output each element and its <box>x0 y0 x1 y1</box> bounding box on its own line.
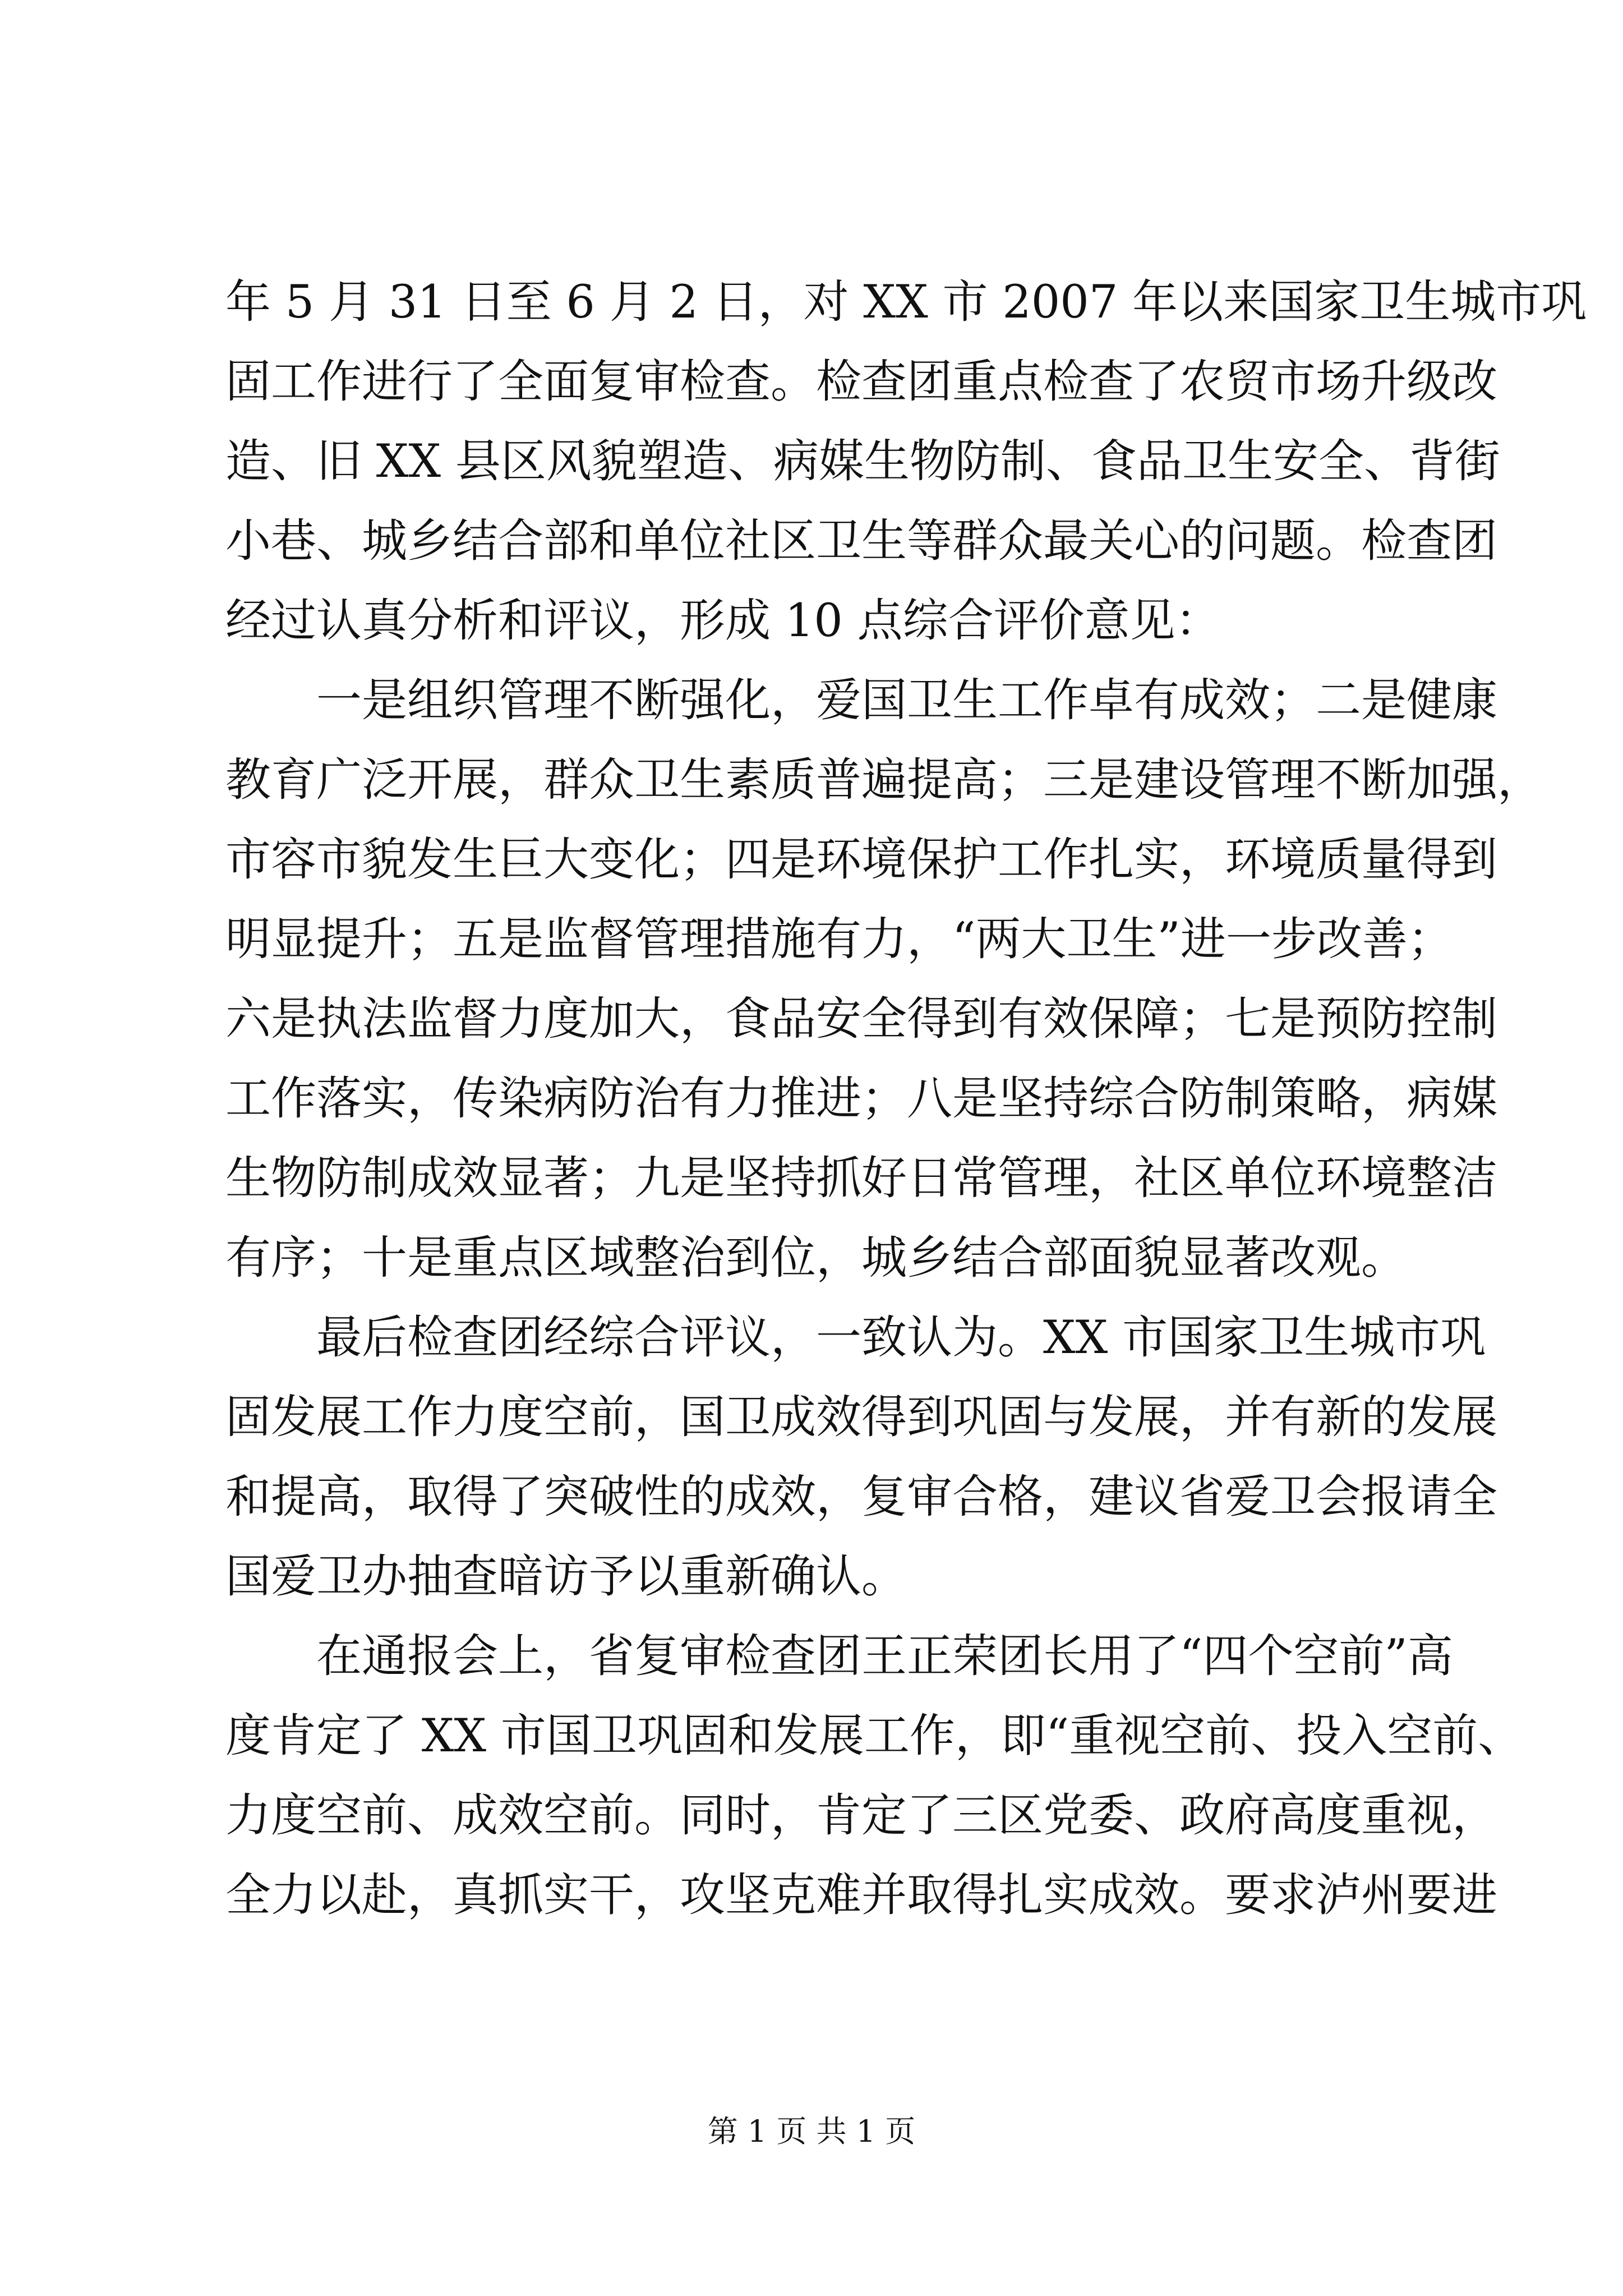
page-number-label: 第 1 页 共 1 页 <box>707 2114 916 2149</box>
text-line: 教育广泛开展，群众卫生素质普遍提高；三是建设管理不断加强， <box>225 754 1543 807</box>
text-line: 固工作进行了全面复审检查。检查团重点检查了农贸市场升级改 <box>225 356 1498 408</box>
text-line: 经过认真分析和评议，形成 10 点综合评价意见： <box>225 595 1221 647</box>
paragraph <box>225 1298 1498 1617</box>
text-line: 一是组织管理不断强化，爱国卫生工作卓有成效；二是健康 <box>316 674 1498 727</box>
text-line: 全力以赴，真抓实干，攻坚克难并取得扎实成效。要求泸州要进 <box>225 1869 1498 1922</box>
text-line: 有序；十是重点区域整治到位，城乡结合部面貌显著改观。 <box>225 1232 1407 1285</box>
text-line: 年 5 月 31 日至 6 月 2 日，对 XX 市 2007 年以来国家卫生城市巩 <box>225 276 1587 329</box>
text-line: 工作落实，传染病防治有力推进；八是坚持综合防制策略，病媒 <box>225 1073 1498 1125</box>
text-line: 造、旧 XX 县区风貌塑造、病媒生物防制、食品卫生安全、背街 <box>225 435 1500 488</box>
text-line: 和提高，取得了突破性的成效，复审合格，建议省爱卫会报请全 <box>225 1471 1498 1524</box>
text-line: 明显提升；五是监督管理措施有力，“两大卫生”进一步改善； <box>225 913 1453 966</box>
paragraph <box>225 661 1543 1298</box>
text-line: 在通报会上，省复审检查团王正荣团长用了“四个空前”高 <box>316 1630 1453 1683</box>
page-footer <box>0 2109 1623 2154</box>
text-line: 小巷、城乡结合部和单位社区卫生等群众最关心的问题。检查团 <box>225 515 1498 568</box>
text-line: 国爱卫办抽查暗访予以重新确认。 <box>225 1550 907 1603</box>
document-body <box>225 263 1587 1935</box>
paragraph <box>225 1617 1524 1935</box>
paragraph <box>225 263 1587 661</box>
text-line: 度肯定了 XX 市国卫巩固和发展工作，即“重视空前、投入空前、 <box>225 1710 1524 1763</box>
text-line: 生物防制成效显著；九是坚持抓好日常管理，社区单位环境整洁 <box>225 1152 1498 1205</box>
text-line: 市容市貌发生巨大变化；四是环境保护工作扎实，环境质量得到 <box>225 834 1498 886</box>
text-line: 固发展工作力度空前，国卫成效得到巩固与发展，并有新的发展 <box>225 1391 1498 1444</box>
text-line: 六是执法监督力度加大，食品安全得到有效保障；七是预防控制 <box>225 993 1498 1046</box>
text-line: 最后检查团经综合评议，一致认为。XX 市国家卫生城市巩 <box>316 1312 1486 1364</box>
text-line: 力度空前、成效空前。同时，肯定了三区党委、政府高度重视， <box>225 1789 1498 1842</box>
